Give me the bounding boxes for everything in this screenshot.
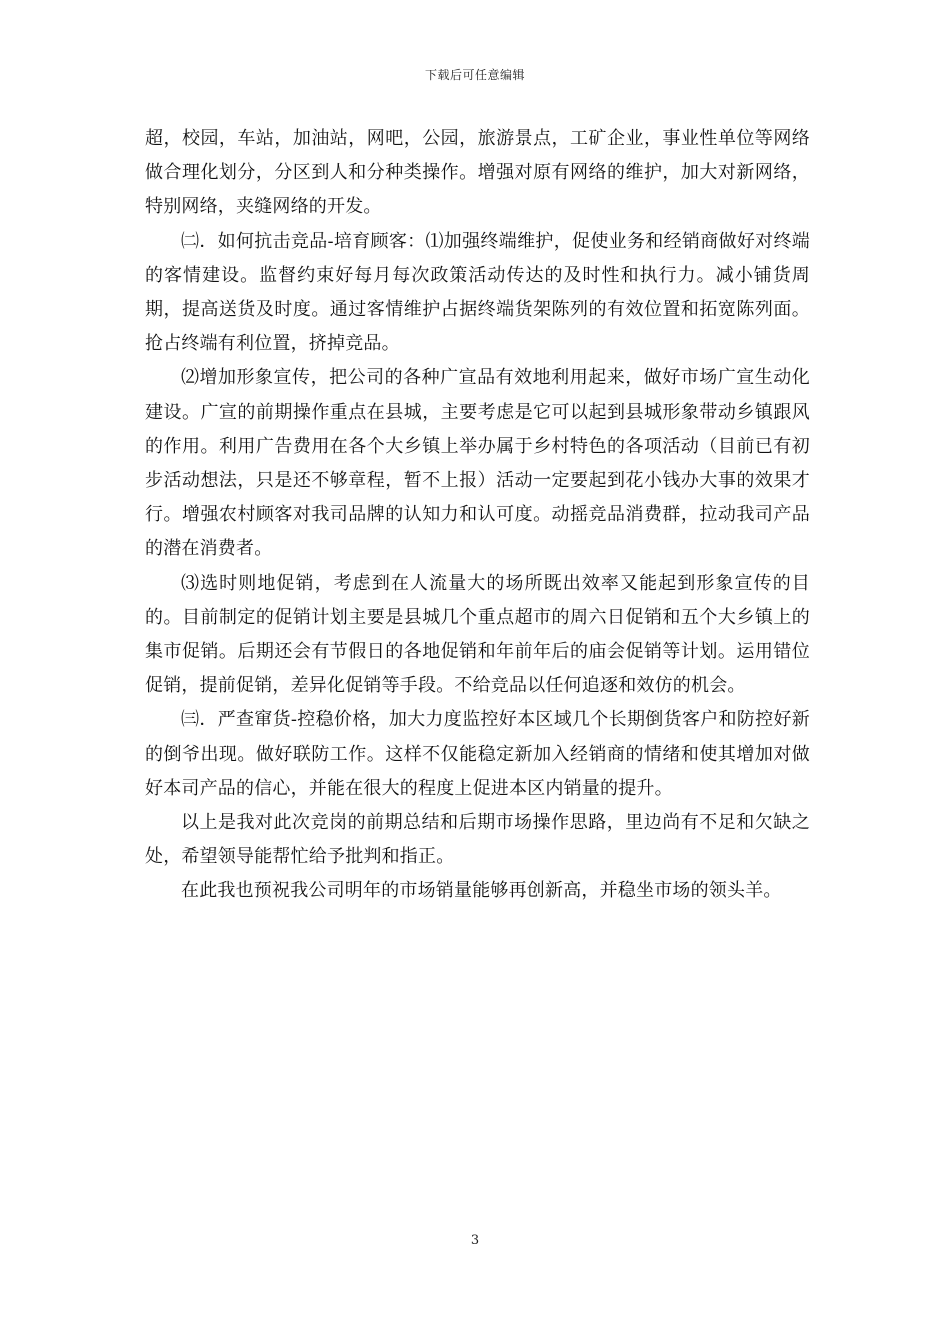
paragraph-summary: 以上是我对此次竞岗的前期总结和后期市场操作思路，里边尚有不足和欠缺之处，希望领导能帮忙给予批判和指正。: [145, 812, 810, 868]
document-body: [145, 122, 810, 909]
page-header: 下载后可任意编辑: [424, 68, 525, 82]
paragraph-closing-wish: 在此我也预祝我公司明年的市场销量能够再创新高，并稳坐市场的领头羊。: [181, 880, 782, 902]
paragraph-price-control: ㈢．严查窜货-控稳价格，加大力度监控好本区域几个长期倒货客户和防控好新的倒爷出现。做好联防工作。这样不仅能稳定新加入经销商的情绪和使其增加对做好本司产品的信心，并能在很大的程度上促进本区内销量的提升。: [145, 709, 810, 799]
page-number: 3: [470, 1233, 480, 1248]
paragraph-image-promotion: ⑵增加形象宣传，把公司的各种广宣品有效地利用起来，做好市场广宣生动化建设。广宣的前期操作重点在县城，主要考虑是它可以起到县城形象带动乡镇跟风的作用。利用广告费用在各个大乡镇上举办属于乡村特色的各项活动（目前已有初步活动想法，只是还不够章程，暂不上报）活动一定要起到花小钱办大事的效果才行。增强农村顾客对我司品牌的认知力和认可度。动摇竞品消费群，拉动我司产品的潜在消费者。: [145, 367, 810, 560]
paragraph-timed-promotion: ⑶选时则地促销，考虑到在人流量大的场所既出效率又能起到形象宣传的目的。目前制定的促销计划主要是县城几个重点超市的周六日促销和五个大乡镇上的集市促销。后期还会有节假日的各地促销和年前年后的庙会促销等计划。运用错位促销，提前促销，差异化促销等手段。不给竞品以任何追逐和效仿的机会。: [145, 572, 810, 697]
paragraph-compete-terminal: ㈡．如何抗击竞品-培育顾客：⑴加强终端维护，促使业务和经销商做好对终端的客情建设。监督约束好每月每次政策活动传达的及时性和执行力。减小铺货周期，提高送货及时度。通过客情维护占据终端货架陈列的有效位置和拓宽陈列面。抢占终端有利位置，挤掉竞品。: [145, 230, 810, 355]
paragraph-network-division: 超，校园，车站，加油站，网吧，公园，旅游景点，工矿企业，事业性单位等网络做合理化划分，分区到人和分种类操作。增强对原有网络的维护，加大对新网络，特别网络，夹缝网络的开发。: [145, 128, 810, 218]
